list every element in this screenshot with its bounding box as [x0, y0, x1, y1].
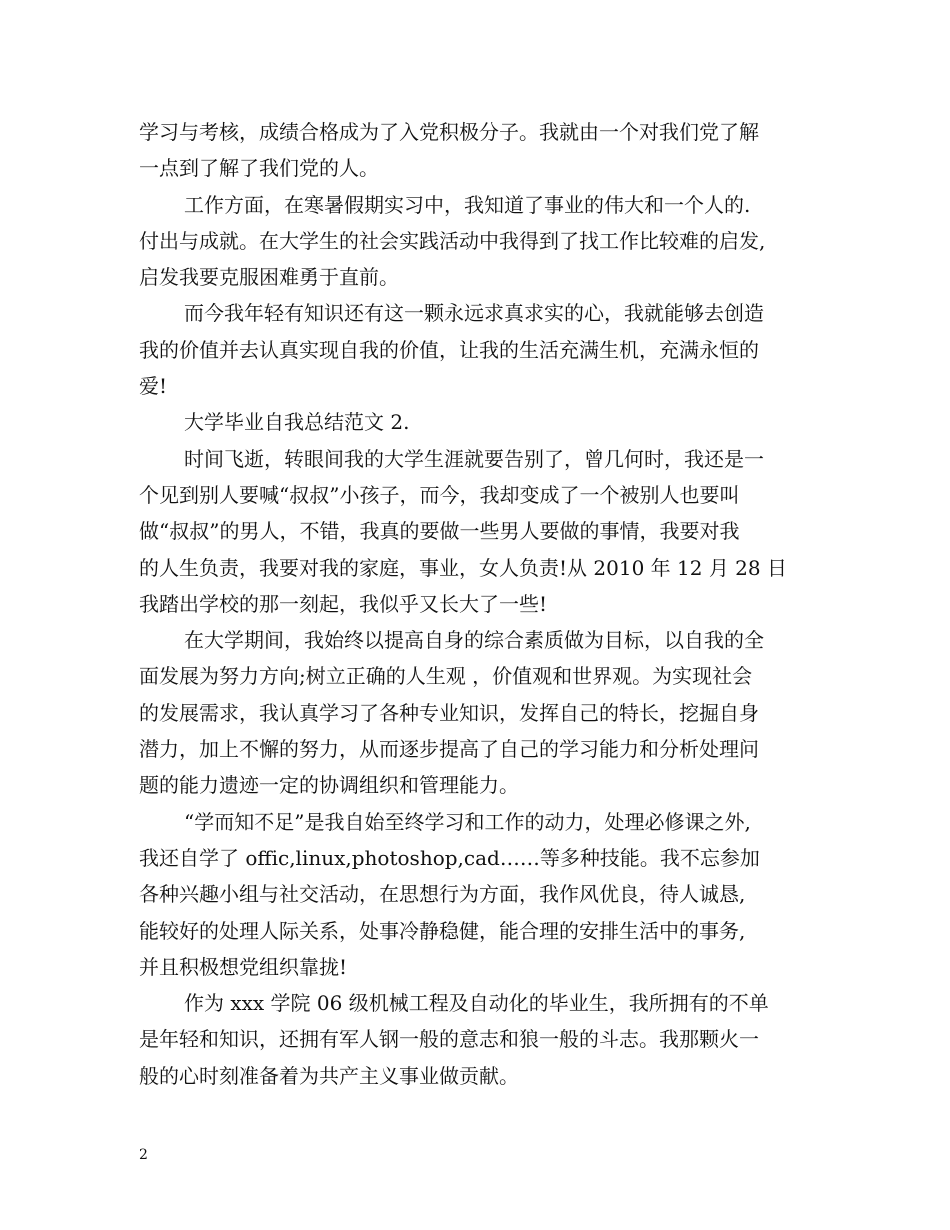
text-line: 能较好的处理人际关系，处事冷静稳健，能合理的安排生活中的事务,: [139, 918, 746, 943]
text-line: 是年轻和知识，还拥有军人钢一般的意志和狼一般的斗志。我那颗火一: [139, 1027, 759, 1052]
text-line: 个见到别人要喊“叔叔”小孩子，而今，我却变成了一个被别人也要叫: [139, 482, 740, 507]
text-line: 工作方面，在寒暑假期实习中，我知道了事业的伟大和一个人的.: [184, 192, 751, 217]
text-line: 的人生负责，我要对我的家庭，事业，女人负责!从 2010 年 12 月 28 日: [139, 555, 787, 580]
text-line: 潜力，加上不懈的努力，从而逐步提高了自己的学习能力和分析处理问: [139, 737, 759, 762]
text-line: 学习与考核，成绩合格成为了入党积极分子。我就由一个对我们党了解: [139, 120, 759, 144]
text-line: 作为 xxx 学院 06 级机械工程及自动化的毕业生，我所拥有的不单: [184, 991, 769, 1016]
text-line: 般的心时刻准备着为共产主义事业做贡献。: [139, 1063, 519, 1088]
text-line: 面发展为努力方向;树立正确的人生观 ，价值观和世界观。为实现社会: [139, 664, 753, 689]
text-line: 题的能力遗迹一定的协调组织和管理能力。: [139, 773, 519, 798]
text-line: 做“叔叔”的男人，不错，我真的要做一些男人要做的事情，我要对我: [139, 519, 740, 544]
text-line: 时间飞逝，转眼间我的大学生涯就要告别了，曾几何时，我还是一: [184, 446, 764, 471]
text-line: 爱!: [139, 374, 168, 399]
text-line: 启发我要克服困难勇于直前。: [139, 265, 399, 290]
text-line: 我还自学了 offic,linux,photoshop,cad……等多种技能。我不忘参加: [139, 845, 760, 870]
page-number: 2: [139, 1147, 148, 1163]
text-line: “学而知不足”是我自始至终学习和工作的动力，处理必修课之外,: [184, 809, 751, 834]
text-line: 付出与成就。在大学生的社会实践活动中我得到了找工作比较难的启发,: [139, 228, 766, 253]
text-line: 而今我年轻有知识还有这一颗永远求真求实的心，我就能够去创造: [184, 301, 764, 326]
text-line: 一点到了解了我们党的人。: [139, 156, 379, 181]
text-line: 在大学期间，我始终以提高自身的综合素质做为目标，以自我的全: [184, 628, 764, 653]
text-line: 我踏出学校的那一刻起，我似乎又长大了一些!: [139, 591, 548, 616]
text-line: 的发展需求，我认真学习了各种专业知识，发挥自己的特长，挖掘自身: [139, 700, 759, 725]
text-line: 并且积极想党组织靠拢!: [139, 954, 348, 979]
document-body: [139, 114, 819, 1094]
text-line: 各种兴趣小组与社交活动，在思想行为方面，我作风优良，待人诚恳,: [139, 882, 746, 907]
section-heading: 大学毕业自我总结范文 2.: [184, 410, 410, 435]
text-line: 我的价值并去认真实现自我的价值，让我的生活充满生机，充满永恒的: [139, 337, 759, 362]
